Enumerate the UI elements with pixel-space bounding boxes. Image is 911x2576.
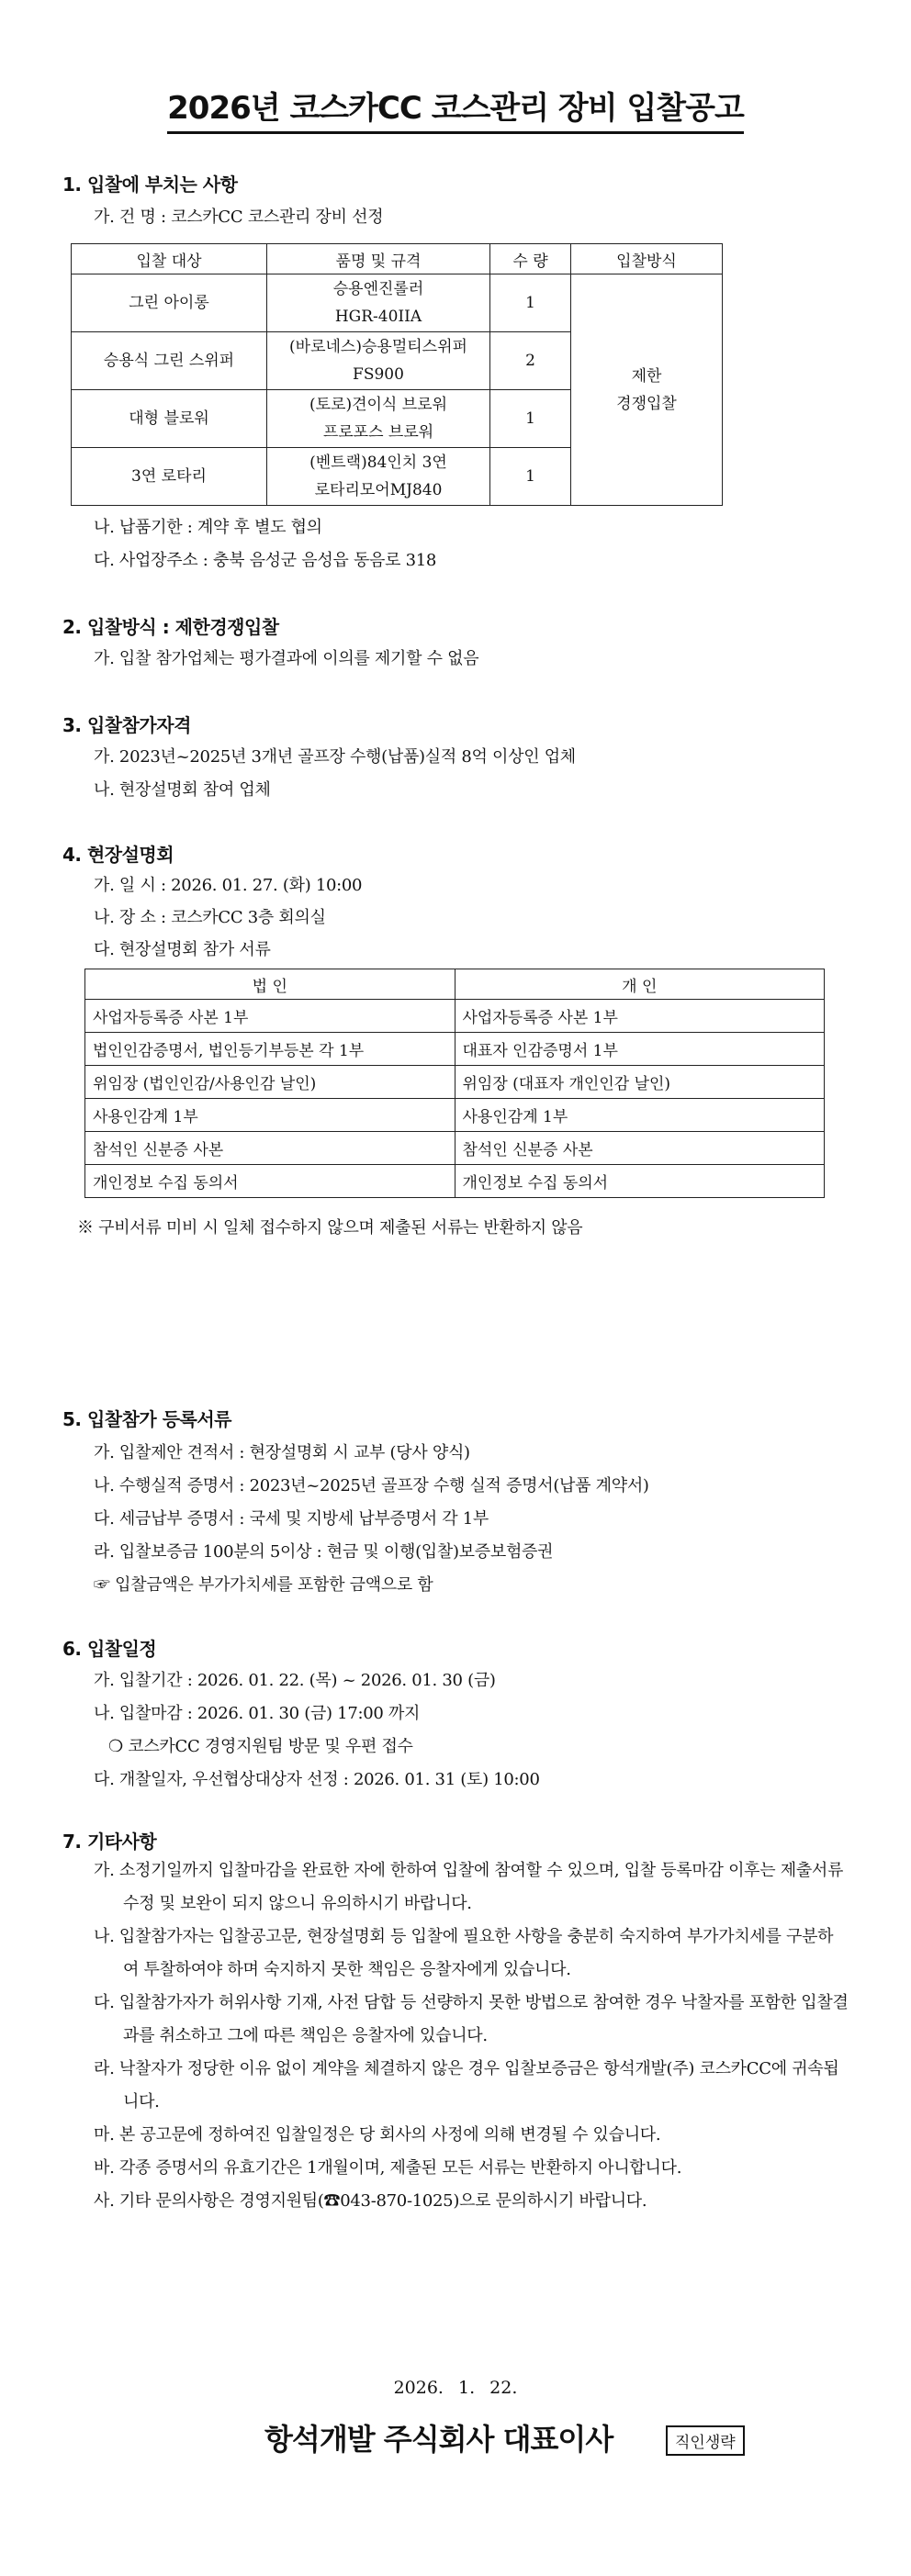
table-row [85,1132,825,1165]
signature: 항석개발 주식회사 대표이사 [264,2422,613,2457]
section-1-heading: 1. 입찰에 부치는 사항 [62,174,238,196]
corp-cell: 사업자등록증 사본 1부 [85,1000,456,1033]
method-line-1: 제한 [631,366,662,386]
header-cell: 입찰방식 [571,244,723,274]
section-4-heading: 4. 현장설명회 [62,844,174,866]
corp-cell: 사용인감계 1부 [85,1099,456,1132]
indiv-cell: 참석인 신분증 사본 [455,1132,825,1165]
s1-item-ga: 가. 건 명 : 코스카CC 코스관리 장비 선정 [94,207,384,227]
bid-items-table [71,243,723,506]
s7-item-ba: 바. 각종 증명서의 유효기간은 1개월이며, 제출된 모든 서류는 반환하지 아니합니다. [94,2158,682,2178]
s3-item-na: 나. 현장설명회 참여 업체 [94,780,271,800]
s5-item-da: 다. 세금납부 증명서 : 국세 및 지방세 납부증명서 각 1부 [94,1509,489,1529]
indiv-cell: 사용인감계 1부 [455,1099,825,1132]
method-cell [571,274,723,506]
s4-note: ※ 구비서류 미비 시 일체 접수하지 않으며 제출된 서류는 반환하지 않음 [77,1218,583,1238]
target-cell: 대형 블로워 [72,390,267,448]
s2-item-ga: 가. 입찰 참가업체는 평가결과에 이의를 제기할 수 없음 [94,649,479,668]
table-row [85,1033,825,1066]
header-cell: 개 인 [455,969,825,1000]
s3-item-ga: 가. 2023년~2025년 3개년 골프장 수행(납품)실적 8억 이상인 업체 [94,747,576,767]
spec-line-2: FS900 [353,365,404,384]
section-7-heading: 7. 기타사항 [62,1831,157,1853]
spec-cell [267,332,490,390]
target-cell: 승용식 그린 스위퍼 [72,332,267,390]
header-cell: 법 인 [85,969,456,1000]
s7-item-ma: 마. 본 공고문에 정하여진 입찰일정은 당 회사의 사정에 의해 변경될 수 있습니다. [94,2125,661,2145]
s6-sub: ❍ 코스카CC 경영지원팀 방문 및 우편 접수 [108,1737,413,1756]
s5-item-ra: 라. 입찰보증금 100분의 5이상 : 현금 및 이행(입찰)보증보험증권 [94,1542,554,1562]
s5-item-na: 나. 수행실적 증명서 : 2023년~2025년 골프장 수행 실적 증명서(납품 계약서) [94,1476,649,1495]
s1-item-da: 다. 사업장주소 : 충북 음성군 음성읍 동음로 318 [94,551,437,570]
s1-item-na: 나. 납품기한 : 계약 후 별도 협의 [94,518,322,537]
s4-item-da: 다. 현장설명회 참가 서류 [94,940,271,959]
table-header-row [85,969,825,1000]
s6-item-ga: 가. 입찰기간 : 2026. 01. 22. (목) ~ 2026. 01. 30 (금) [94,1671,496,1690]
table-row [85,1066,825,1099]
table-row [72,274,723,332]
qty-cell: 1 [490,448,571,506]
method-line-2: 경쟁입찰 [616,394,677,413]
s6-item-na: 나. 입찰마감 : 2026. 01. 30 (금) 17:00 까지 [94,1704,421,1723]
notice-date: 2026. 1. 22. [393,2378,518,2398]
s7-item-na: 나. 입찰참가자는 입찰공고문, 현장설명회 등 입찰에 필요한 사항을 충분히 숙지하여 부가가치세를 구분하여 투찰하여야 하며 숙지하지 못한 책임은 응찰자에게 있습니다. [94,1927,834,1979]
header-cell: 품명 및 규격 [267,244,490,274]
target-cell: 그린 아이롱 [72,274,267,332]
s5-note: ☞ 입찰금액은 부가가치세를 포함한 금액으로 함 [94,1575,433,1595]
table-row [85,1000,825,1033]
table-header-row [72,244,723,274]
qty-cell: 2 [490,332,571,390]
s7-item-ga: 가. 소정기일까지 입찰마감을 완료한 자에 한하여 입찰에 참여할 수 있으며, 입찰 등록마감 이후는 제출서류 수정 및 보완이 되지 않으니 유의하시기 바랍니다. [94,1861,844,1913]
spec-line-2: 프로포스 브로워 [322,423,434,442]
spec-line-1: (토로)견이식 브로워 [309,396,448,414]
spec-cell [267,274,490,332]
qty-cell: 1 [490,390,571,448]
section-2-heading: 2. 입찰방식 : 제한경쟁입찰 [62,616,279,638]
table-row [85,1099,825,1132]
indiv-cell: 사업자등록증 사본 1부 [455,1000,825,1033]
indiv-cell: 위임장 (대표자 개인인감 날인) [455,1066,825,1099]
s7-item-ra: 라. 낙찰자가 정당한 이유 없이 계약을 체결하지 않은 경우 입찰보증금은 항석개발(주) 코스카CC에 귀속됩니다. [94,2059,839,2111]
spec-line-1: 승용엔진롤러 [332,280,424,298]
indiv-cell: 개인정보 수집 동의서 [455,1165,825,1198]
s6-item-da: 다. 개찰일자, 우선협상대상자 선정 : 2026. 01. 31 (토) 10:00 [94,1770,540,1789]
spec-line-1: (벤트랙)84인치 3연 [309,454,447,472]
s5-item-ga: 가. 입찰제안 견적서 : 현장설명회 시 교부 (당사 양식) [94,1443,470,1462]
qty-cell: 1 [490,274,571,332]
table-row [85,1165,825,1198]
section-6-heading: 6. 입찰일정 [62,1638,157,1660]
briefing-documents-table [84,969,825,1198]
corp-cell: 개인정보 수집 동의서 [85,1165,456,1198]
target-cell: 3연 로타리 [72,448,267,506]
spec-line-1: (바로네스)승용멀티스위퍼 [289,338,467,356]
page-title: 2026년 코스카CC 코스관리 장비 입찰공고 [0,83,911,134]
indiv-cell: 대표자 인감증명서 1부 [455,1033,825,1066]
spec-cell [267,448,490,506]
s7-item-da: 다. 입찰참가자가 허위사항 기재, 사전 담합 등 선량하지 못한 방법으로 참여한 경우 낙찰자를 포함한 입찰결과를 취소하고 그에 따른 책임은 응찰자에 있습니다. [94,1993,849,2045]
spec-cell [267,390,490,448]
corp-cell: 위임장 (법인인감/사용인감 날인) [85,1066,456,1099]
seal-omitted-box: 직인생략 [666,2425,745,2456]
header-cell: 수 량 [490,244,571,274]
corp-cell: 법인인감증명서, 법인등기부등본 각 1부 [85,1033,456,1066]
spec-line-2: HGR-40IIA [334,308,422,326]
s7-item-sa: 사. 기타 문의사항은 경영지원팀(☎043-870-1025)으로 문의하시기 바랍니다. [94,2191,647,2211]
s4-item-ga: 가. 일 시 : 2026. 01. 27. (화) 10:00 [94,876,363,895]
section-5-heading: 5. 입찰참가 등록서류 [62,1408,231,1430]
spec-line-2: 로타리모어MJ840 [314,481,443,499]
header-cell: 입찰 대상 [72,244,267,274]
section-3-heading: 3. 입찰참가자격 [62,714,191,736]
corp-cell: 참석인 신분증 사본 [85,1132,456,1165]
s4-item-na: 나. 장 소 : 코스카CC 3층 회의실 [94,908,326,927]
